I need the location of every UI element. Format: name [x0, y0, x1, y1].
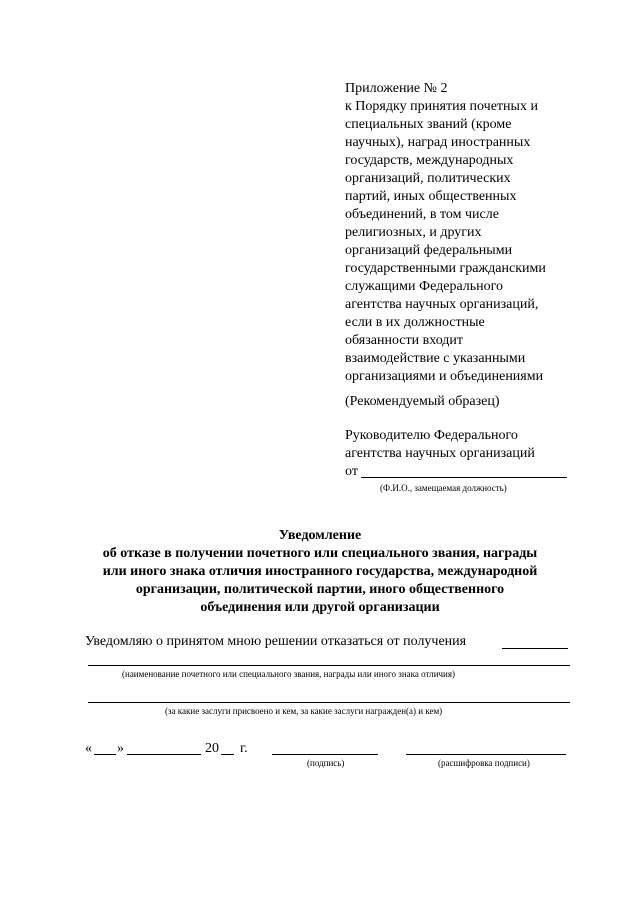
signature-fill-line[interactable] [272, 754, 378, 755]
signature-caption: (подпись) [307, 758, 345, 768]
month-fill-line[interactable] [127, 754, 201, 755]
notice-subtitle-line: объединения или другой организации [200, 600, 440, 615]
appendix-line: специальных званий (кроме [345, 117, 512, 132]
day-fill-line[interactable] [94, 754, 116, 755]
appendix-line: организациями и объединениями [345, 369, 544, 384]
appendix-line: организаций, политических [345, 171, 511, 186]
from-caption: (Ф.И.О., замещаемая должность) [380, 483, 507, 493]
decoding-fill-line[interactable] [406, 754, 566, 755]
merit-fill-line[interactable] [88, 702, 570, 703]
addressee-line: Руководителю Федерального [345, 428, 518, 443]
notice-subtitle-line: организации, политической партии, иного общественного [135, 582, 505, 597]
appendix-line: государств, международных [345, 153, 514, 168]
notice-subtitle-line: или иного знака отличия иностранного государства, международной [102, 564, 538, 579]
merit-caption: (за какие заслуги присвоено и кем, за какие заслуги награжден(а) и кем) [165, 706, 443, 716]
appendix-line: объединений, в том числе [345, 207, 499, 222]
notice-heading: Уведомление [278, 528, 362, 543]
decoding-caption: (расшифровка подписи) [438, 758, 530, 768]
appendix-line: служащими Федерального [345, 279, 504, 294]
open-quote: « [85, 741, 92, 756]
appendix-line: агентства научных организаций, [345, 297, 539, 312]
award-caption: (наименование почетного или специального звания, награды или иного знака отличия) [122, 669, 455, 679]
close-quote: » [117, 741, 124, 756]
appendix-line: партий, иных общественных [345, 189, 517, 204]
appendix-line: организаций федеральными [345, 243, 513, 258]
from-label: от [345, 464, 358, 479]
date-row [85, 740, 92, 758]
appendix-block [345, 80, 595, 386]
year-suffix: г. [240, 741, 248, 756]
award-fill-line[interactable] [88, 665, 570, 666]
appendix-line: Приложение № 2 [345, 81, 448, 96]
from-fill-line[interactable] [361, 477, 567, 478]
year-prefix: 20 [205, 741, 219, 756]
addressee-block [345, 427, 585, 481]
appendix-line: к Порядку принятия почетных и [345, 99, 538, 114]
notice-title [60, 527, 580, 617]
recommended-sample-label: (Рекомендуемый образец) [345, 394, 500, 409]
appendix-line: взаимодействие с указанными [345, 351, 526, 366]
from-row [345, 463, 585, 481]
appendix-line: государственными гражданскими [345, 261, 546, 276]
notify-fill-line[interactable] [502, 648, 568, 649]
year-fill-line[interactable] [221, 754, 234, 755]
addressee-line: агентства научных организаций [345, 446, 535, 461]
appendix-line: обязанности входит [345, 333, 464, 348]
appendix-line: если в их должностные [345, 315, 485, 330]
notice-subtitle-line: об отказе в получении почетного или специального звания, награды [102, 546, 538, 561]
appendix-line: религиозных, и других [345, 225, 482, 240]
appendix-line: научных), наград иностранных [345, 135, 531, 150]
notify-text: Уведомляю о принятом мною решении отказаться от получения [85, 634, 467, 649]
